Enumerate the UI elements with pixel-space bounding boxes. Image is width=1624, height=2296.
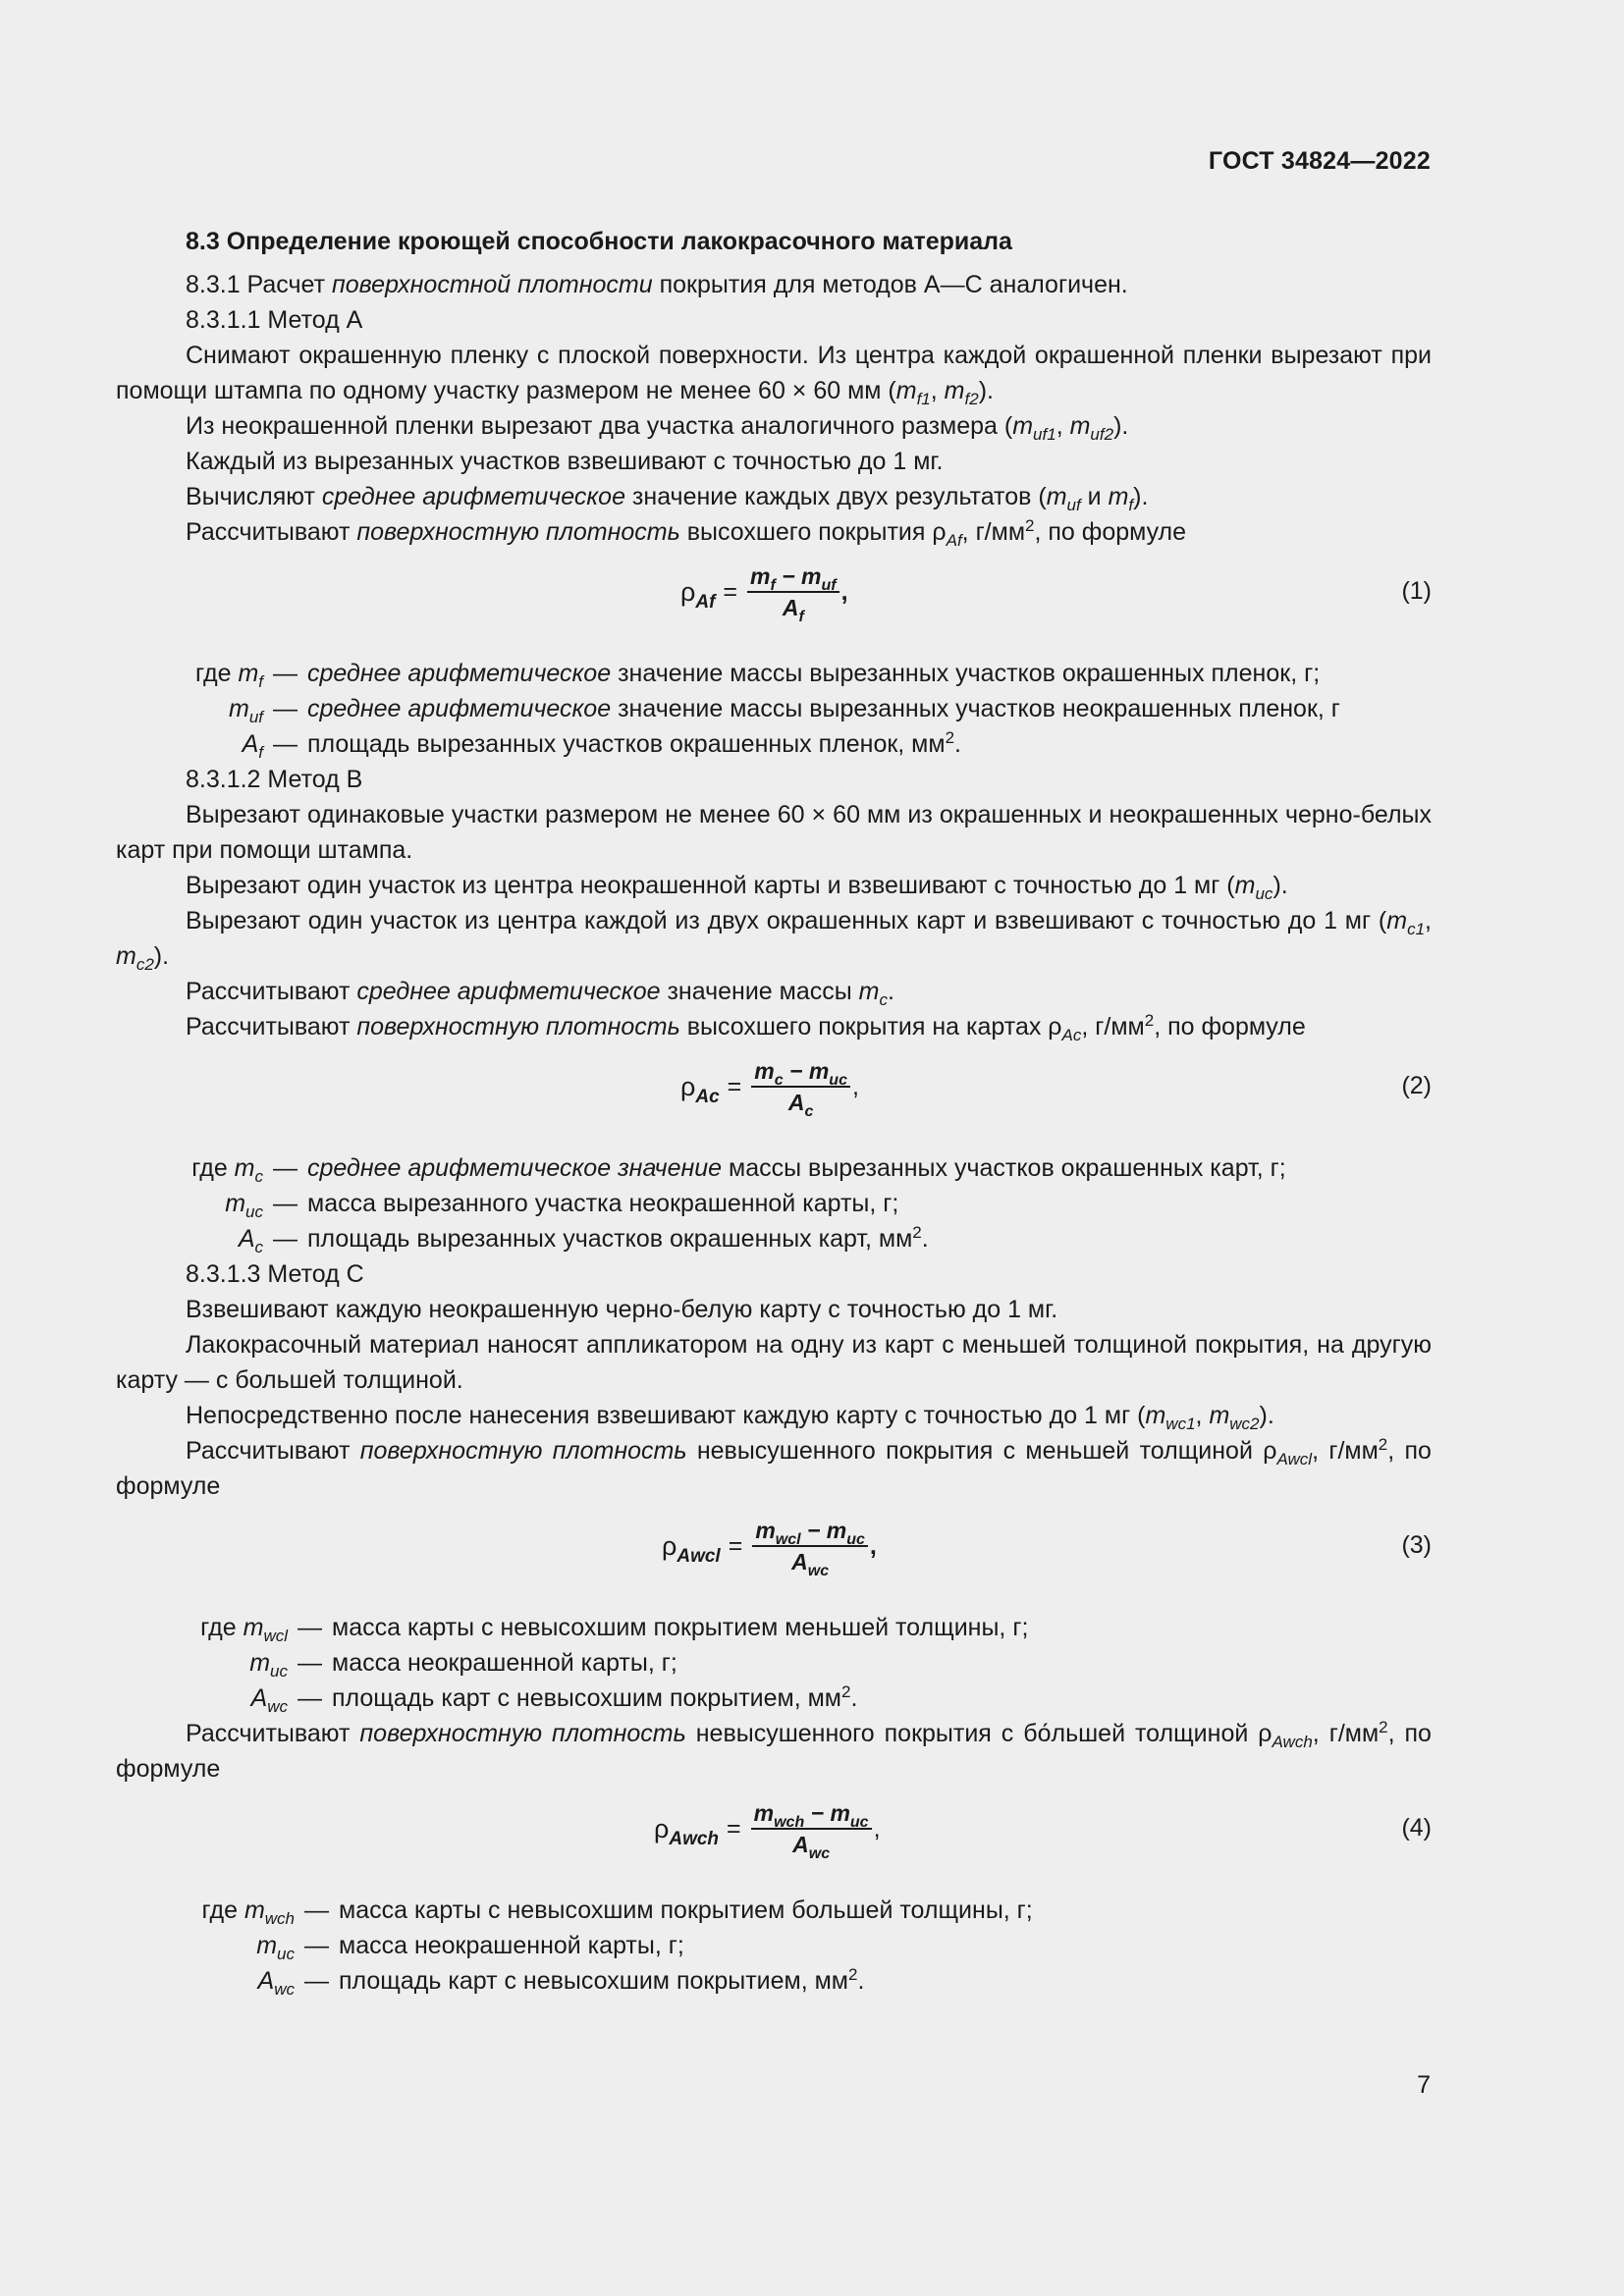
method-a-paragraph-4: Вычисляют среднее арифметическое значение каждых двух результатов ($m_{uf}$ и $m_f$). <box>186 483 1149 514</box>
definition-row: $A_{wc}$ — площадь карт с невысохшим покрытием, $мм^2$. <box>257 1965 865 1999</box>
method-b-heading: 8.3.1.2 Метод В <box>186 766 363 793</box>
formula-3: $\rho_{Awcl}$ = $\frac{m_{wcl} - m_{uc}}{A_{wc}}$ , (3) <box>662 1518 1432 1579</box>
formula-number: (1) <box>1401 577 1432 605</box>
definition-row: $A_c$ — площадь вырезанных участков окрашенных карт, $мм^2$. <box>238 1223 929 1256</box>
formula-lhs: $\rho_{Awcl}$ <box>662 1531 721 1567</box>
method-c-heading: 8.3.1.3 Метод С <box>186 1260 364 1288</box>
formula-fraction: $\frac{m_{wcl} - m_{uc}}{A_{wc}}$ <box>752 1516 868 1576</box>
definitions-2 <box>116 1150 1432 1256</box>
section-title: 8.3 Определение кроющей способности лакокрасочного материала <box>186 228 1012 255</box>
method-a-paragraph-5: Рассчитывают поверхностную плотность высохшего покрытия $\rho_{Af}$, $г/мм^2$, по формуле <box>186 516 1187 550</box>
paragraph-8-3-1: 8.3.1 Расчет поверхностной плотности покрытия для методов А—С аналогичен. <box>186 271 1128 298</box>
method-c-paragraph-4: Рассчитывают поверхностную плотность невысушенного покрытия с меньшей толщиной $\rho_{Awcl}$, $г/мм^2$, по формуле <box>116 1435 1432 1500</box>
method-a-paragraph-2: Из неокрашенной пленки вырезают два участка аналогичного размера ($m_{uf1}$, $m_{uf2}$). <box>186 412 1129 444</box>
method-b-paragraph-4: Рассчитывают среднее арифметическое значение массы $m_c$. <box>186 978 894 1009</box>
formula-lhs: $\rho_{Ac}$ <box>680 1072 720 1107</box>
definition-row: $A_{wc}$ — площадь карт с невысохшим покрытием, $мм^2$. <box>250 1682 858 1716</box>
definition-row: $m_{uc}$ — масса вырезанного участка неокрашенной карты, г; <box>225 1190 899 1221</box>
method-b-paragraph-3: Вырезают один участок из центра каждой из двух окрашенных карт и взвешивают с точностью до 1 мг ($m_{c1}$, $m_{c2}$). <box>116 907 1432 974</box>
formula-1: $\rho_{Af}$ = $\frac{m_f - m_{uf}}{A_f}$ , (1) <box>680 563 1432 625</box>
formula-fraction: $\frac{m_{wch} - m_{uc}}{A_{wc}}$ <box>751 1798 872 1859</box>
page-number: 7 <box>1417 2071 1431 2099</box>
definitions-1 <box>116 656 1432 762</box>
formula-number: (3) <box>1401 1531 1432 1559</box>
method-b-paragraph-5: Рассчитывают поверхностную плотность высохшего покрытия на картах $\rho_{Ac}$, $г/мм^2$, по формуле <box>186 1011 1306 1044</box>
definition-row: где $m_{wch}$ — масса карты с невысохшим покрытием большей толщины, г; <box>201 1896 1033 1928</box>
method-b-paragraph-1: Вырезают одинаковые участки размером не менее 60 × 60 мм из окрашенных и неокрашенных черно-белых карт при помощи штампа. <box>116 801 1432 864</box>
formula-2: $\rho_{Ac}$ = $\frac{m_c - m_{uc}}{A_c}$ , (2) <box>680 1058 1432 1120</box>
definition-row: $m_{uc}$ — масса неокрашенной карты, г; <box>249 1649 677 1681</box>
method-c-paragraph-1: Взвешивают каждую неокрашенную черно-белую карту с точностью до 1 мг. <box>186 1296 1058 1323</box>
formula-lhs: $\rho_{Af}$ <box>680 577 716 613</box>
formula-fraction: $\frac{m_c - m_{uc}}{A_c}$ <box>751 1056 850 1117</box>
page-content <box>116 224 1432 1999</box>
formula-lhs: $\rho_{Awch}$ <box>654 1814 720 1849</box>
method-a-paragraph-3: Каждый из вырезанных участков взвешивают с точностью до 1 мг. <box>186 448 944 475</box>
definition-row: где $m_{wcl}$ — масса карты с невысохшим покрытием меньшей толщины, г; <box>200 1614 1029 1645</box>
formula-fraction: $\frac{m_f - m_{uf}}{A_f}$ <box>747 561 839 622</box>
method-c-paragraph-3: Непосредственно после нанесения взвешивают каждую карту с точностью до 1 мг ($m_{wc1}$, $m_{wc2}$). <box>186 1402 1274 1433</box>
method-a-heading: 8.3.1.1 Метод А <box>186 306 363 334</box>
method-a-paragraph-1: Снимают окрашенную пленку с плоской поверхности. Из центра каждой окрашенной пленки вырезают при помощи штампа по одному участку размером не менее 60 × 60 мм ($m_{f1}$, $m_{f2}$). <box>116 342 1432 408</box>
document-header: ГОСТ 34824—2022 <box>1208 147 1431 175</box>
definition-row: где $m_f$ — среднее арифметическое значение массы вырезанных участков окрашенных пленок, г; <box>195 660 1321 691</box>
definition-row: где $m_c$ — среднее арифметическое значение массы вырезанных участков окрашенных карт, г; <box>191 1154 1286 1186</box>
formula-number: (2) <box>1401 1072 1432 1099</box>
method-c-paragraph-2: Лакокрасочный материал наносят аппликатором на одну из карт с меньшей толщиной покрытия, на другую карту — с большей толщиной. <box>116 1331 1432 1394</box>
formula-number: (4) <box>1401 1814 1432 1842</box>
formula-4: $\rho_{Awch}$ = $\frac{m_{wch} - m_{uc}}{A_{wc}}$ , (4) <box>654 1800 1432 1862</box>
definition-row: $m_{uc}$ — масса неокрашенной карты, г; <box>256 1932 684 1963</box>
method-c-paragraph-5: Рассчитывают поверхностную плотность невысушенного покрытия с бо́льшей толщиной $\rho_{Awch}$, $г/мм^2$, по формуле <box>116 1718 1432 1783</box>
definitions-3 <box>116 1610 1432 1716</box>
definition-row: $A_f$ — площадь вырезанных участков окрашенных пленок, $мм^2$. <box>242 728 961 762</box>
definitions-4 <box>116 1893 1432 1999</box>
method-b-paragraph-2: Вырезают один участок из центра неокрашенной карты и взвешивают с точностью до 1 мг $(m_{uc})$. <box>186 872 1288 903</box>
definition-row: $m_{uf}$ — среднее арифметическое значение массы вырезанных участков неокрашенных пленок, г <box>228 695 1340 726</box>
